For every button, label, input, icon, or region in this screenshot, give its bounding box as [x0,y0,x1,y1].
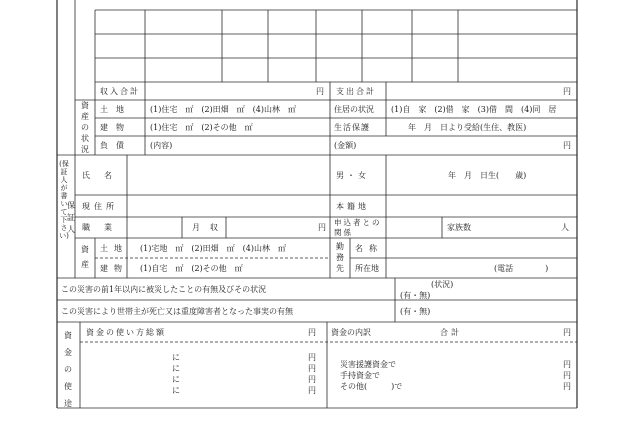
work-phone-label: (電話 ) [494,264,549,273]
funds-plan-prefix: に [172,364,180,373]
guarantor-birth-value: 年 月 日生( 歳) [448,171,527,180]
guarantor-relation-label: 申込者との関係 [334,218,382,237]
debt-amount-unit: 円 [563,141,571,150]
assets-debt-label: 負債 [100,141,132,150]
guarantor-gender-label: 男・女 [336,171,369,180]
guarantor-family-label: 家族数 [447,223,471,232]
welfare-label: 生活保護 [334,123,370,132]
guarantor-domicile-label: 本籍地 [336,202,369,211]
funds-plan-header: 資金の使い方総額 [86,328,166,337]
expense-total-unit: 円 [563,87,571,96]
funds-total-unit: 円 [563,328,571,337]
funds-plan-unit: 円 [308,353,316,362]
guarantor-name-label: 氏名 [82,171,126,180]
funds-plan-prefix: に [172,386,180,395]
guarantor-income-unit: 円 [318,223,326,232]
assets-section-label: 資産の状況 [81,101,89,154]
funds-breakdown-header: 資金の内訳 [331,328,371,337]
guarantor-building-value: (1)自宅 ㎡ (2)その他 ㎡ [140,264,243,273]
funds-plan-unit: 円 [308,364,316,373]
funds-plan-unit: 円 [308,328,316,337]
work-section-label: 勤務先 [336,242,344,273]
funds-plan-prefix: に [172,353,180,362]
funds-breakdown-unit: 円 [563,382,571,391]
expense-total-label: 支出合計 [336,87,376,96]
householder-death-yesno: (有・無) [400,307,431,316]
guarantor-land-label: 土地 [100,244,128,253]
assets-building-label: 建物 [100,123,132,132]
work-address-label: 所在地 [355,264,379,273]
prior-disaster-status-label: (状況) [431,280,454,289]
housing-status-label: 住居の状況 [334,105,374,114]
assets-debt-value: (内容) [150,141,173,150]
guarantor-income-label: 月収 [192,223,228,232]
funds-breakdown-label: その他( )で [340,382,403,391]
housing-status-value: (1)自 家 (2)借 家 (3)借 間 (4)同 居 [391,105,557,114]
householder-death-question: この災害により世帯主が死亡又は重度障害者となった事実の有無 [61,307,293,316]
income-total-label: 収入合計 [100,87,140,96]
work-name-label: 名称 [355,244,383,253]
funds-breakdown-unit: 円 [563,360,571,369]
prior-disaster-yesno: (有・無) [400,291,431,300]
funds-breakdown-unit: 円 [563,371,571,380]
assets-land-value: (1)住宅 ㎡ (2)田畑 ㎡ (4)山林 ㎡ [150,105,296,114]
assets-building-value: (1)住宅 ㎡ (2)その他 ㎡ [150,123,253,132]
guarantor-building-label: 建物 [100,264,128,273]
prior-disaster-question: この災害の前1年以内に被災したことの有無及びその状況 [61,285,267,294]
income-total-unit: 円 [316,87,324,96]
funds-total-label: 合計 [440,328,462,337]
guarantor-job-label: 職業 [82,223,126,232]
funds-breakdown-label: 災害援護資金で [340,360,396,369]
funds-usage-label: 資金の使途 [64,331,72,408]
funds-plan-prefix: に [172,375,180,384]
guarantor-assets-label: 資産 [81,245,89,269]
funds-plan-unit: 円 [308,386,316,395]
funds-breakdown-label: 手持資金で [340,371,380,380]
funds-plan-unit: 円 [308,375,316,384]
welfare-value: 年 月 日より受給(生住、教医) [408,123,527,132]
debt-amount-label: (金額) [334,141,357,150]
guarantor-land-value: (1)宅地 ㎡ (2)田畑 ㎡ (4)山林 ㎡ [140,244,286,253]
assets-land-label: 土地 [100,105,132,114]
guarantor-section-label: 保証人 [67,201,75,234]
guarantor-note: (保証人が書いて下さい) [59,160,69,240]
guarantor-family-unit: 人 [561,223,569,232]
guarantor-address-label: 現住所 [82,202,118,211]
